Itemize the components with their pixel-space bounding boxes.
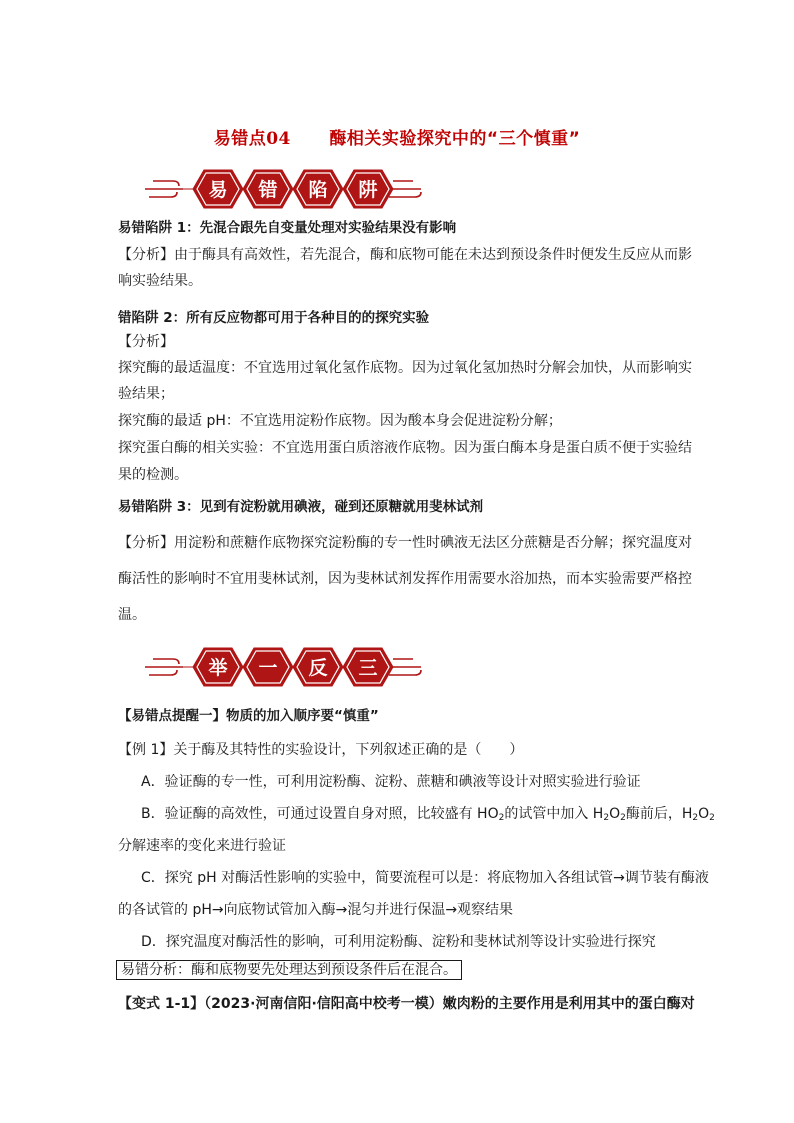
banner-char: 举 bbox=[208, 657, 228, 679]
option-c-line2: 的各试管的 pH→向底物试管加入酶→混匀并进行保温→观察结果 bbox=[118, 902, 514, 918]
banner-char: 陷 bbox=[308, 179, 328, 201]
banner-char: 一 bbox=[258, 657, 278, 679]
trap2-heading: 错陷阱 2：所有反应物都可用于各种目的的探究实验 bbox=[118, 310, 430, 326]
trap3-heading: 易错陷阱 3：见到有淀粉就用碘液，碰到还原糖就用斐林试剂 bbox=[118, 499, 484, 515]
option-b-line1: B．验证酶的高效性，可通过设置自身对照，比较盛有 $HO_2$的试管中加入 $H_2O_2$酶前后，$H_2O_2$ bbox=[141, 806, 715, 823]
banner-char: 反 bbox=[308, 657, 328, 679]
trap2-line: 探究酶的最适 pH：不宜选用淀粉作底物。因为酸本身会促进淀粉分解； bbox=[118, 413, 562, 429]
banner-char: 阱 bbox=[358, 179, 378, 201]
trap3-analysis-line: 【分析】用淀粉和蔗糖作底物探究淀粉酶的专一性时碘液无法区分蔗糖是否分解；探究温度对 bbox=[118, 535, 692, 551]
page-title: 易错点04 酶相关实验探究中的“三个慎重” bbox=[213, 129, 581, 149]
trap2-line: 探究酶的最适温度：不宜选用过氧化氢作底物。因为过氧化氢加热时分解会加快，从而影响实 bbox=[118, 360, 692, 376]
trap3-analysis-line: 温。 bbox=[118, 607, 146, 623]
trap1-analysis-line: 【分析】由于酶具有高效性，若先混合，酶和底物可能在未达到预设条件时便发生反应从而影 bbox=[118, 247, 692, 263]
example-stem: 【例 1】关于酶及其特性的实验设计，下列叙述正确的是（ ） bbox=[118, 742, 524, 758]
option-d: D．探究温度对酶活性的影响，可利用淀粉酶、淀粉和斐林试剂等设计实验进行探究 bbox=[141, 934, 656, 950]
error-analysis-box: 易错分析：酶和底物要先处理达到预设条件后在混合。 bbox=[116, 960, 462, 980]
trap3-analysis-line: 酶活性的影响时不宜用斐林试剂，因为斐林试剂发挥作用需要水浴加热，而本实验需要严格控 bbox=[118, 571, 692, 587]
section-banner-trap bbox=[143, 167, 423, 211]
option-a: A．验证酶的专一性，可利用淀粉酶、淀粉、蔗糖和碘液等设计对照实验进行验证 bbox=[141, 774, 641, 790]
trap2-line: 探究蛋白酶的相关实验：不宜选用蛋白质溶液作底物。因为蛋白酶本身是蛋白质不便于实验结 bbox=[118, 440, 692, 456]
reminder-heading: 【易错点提醒一】物质的加入顺序要“慎重” bbox=[118, 708, 379, 724]
trap1-analysis-line: 响实验结果。 bbox=[118, 273, 202, 289]
banner-char: 三 bbox=[358, 657, 378, 679]
variant-stem: 【变式 1-1】（2023·河南信阳·信阳高中校考一模）嫩肉粉的主要作用是利用其中的蛋白酶对 bbox=[118, 996, 695, 1012]
banner-char: 易 bbox=[208, 179, 228, 201]
trap2-analysis-label: 【分析】 bbox=[118, 334, 174, 350]
section-banner-example bbox=[143, 645, 423, 689]
trap2-line: 果的检测。 bbox=[118, 467, 188, 483]
trap2-line: 验结果； bbox=[118, 386, 174, 402]
hexagon-banner-graphic bbox=[143, 645, 423, 689]
trap1-heading: 易错陷阱 1：先混合跟先自变量处理对实验结果没有影响 bbox=[118, 220, 457, 236]
banner-char: 错 bbox=[258, 179, 278, 201]
hexagon-banner-graphic bbox=[143, 167, 423, 211]
option-c-line1: C．探究 pH 对酶活性影响的实验中，简要流程可以是：将底物加入各组试管→调节装有酶液 bbox=[141, 870, 709, 886]
option-b-line2: 分解速率的变化来进行验证 bbox=[118, 838, 286, 854]
